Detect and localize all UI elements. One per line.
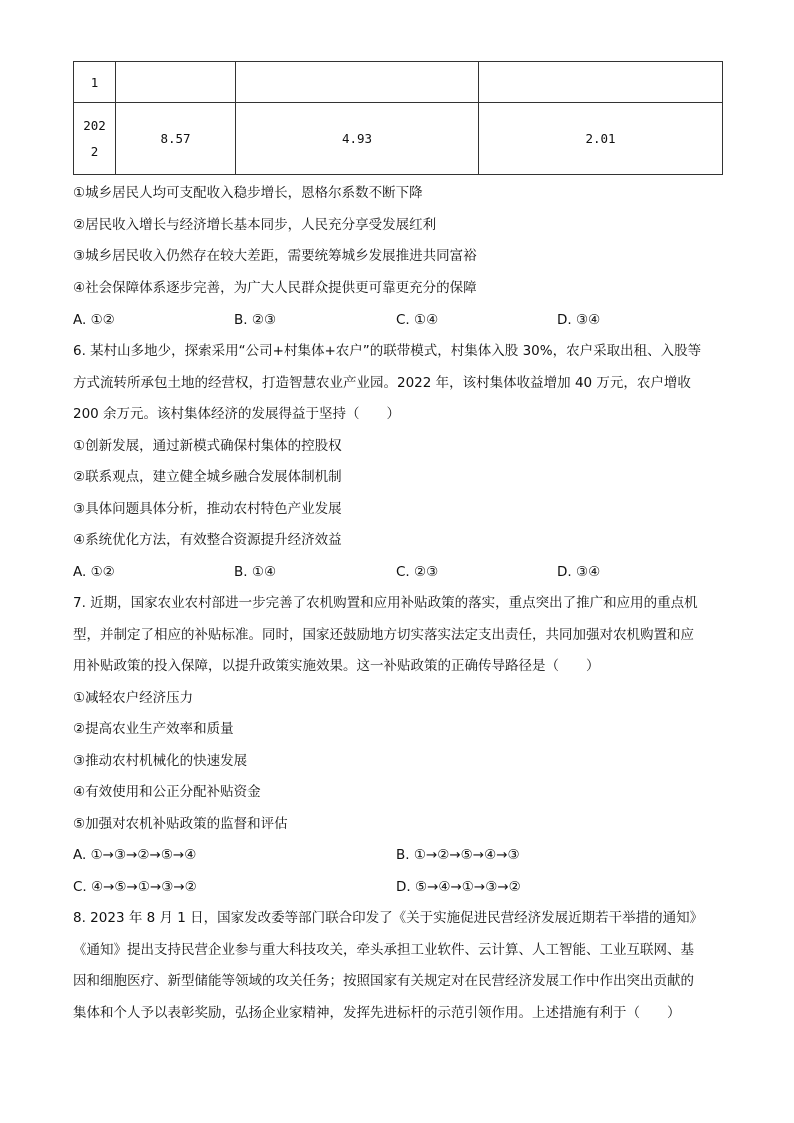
q6-statement-4: ④系统优化方法，有效整合资源提升经济效益: [73, 532, 342, 548]
q6-stem-line-1: 6. 某村山多地少，探索采用“公司+村集体+农户”的联带模式，村集体入股 30%，农户采取出租、入股等: [73, 343, 702, 359]
q7-statement-1: ①减轻农户经济压力: [73, 690, 194, 706]
q6-option-d: D. ③④: [557, 564, 601, 580]
q5-option-d: D. ③④: [557, 312, 601, 328]
q5-statement-2: ②居民收入增长与经济增长基本同步，人民充分享受发展红利: [73, 217, 437, 233]
q7-statement-2: ②提高农业生产效率和质量: [73, 721, 234, 737]
table-cell: [236, 62, 479, 103]
q8-stem-line-4: 集体和个人予以表彰奖励，弘扬企业家精神，发挥先进标杆的示范引领作用。上述措施有利于（ ）: [73, 1005, 681, 1021]
q8-stem-line-2: 《通知》提出支持民营企业参与重大科技攻关，牵头承担工业软件、云计算、人工智能、工业互联网、基: [73, 942, 694, 958]
table-cell: 8.57: [116, 103, 236, 175]
q7-stem-line-2: 型，并制定了相应的补贴标准。同时，国家还鼓励地方切实落实法定支出责任，共同加强对农机购置和应: [73, 627, 694, 643]
q5-option-a: A. ①②: [73, 312, 115, 328]
q7-statement-4: ④有效使用和公正分配补贴资金: [73, 784, 261, 800]
q7-option-a: A. ①→③→②→⑤→④: [73, 847, 197, 863]
table-cell: 4.93: [236, 103, 479, 175]
q5-option-c: C. ①④: [396, 312, 439, 328]
table-row: [74, 62, 723, 103]
year-part: 2: [90, 143, 99, 159]
year-part: 202: [83, 117, 106, 133]
q6-option-c: C. ②③: [396, 564, 439, 580]
table-cell-year: [74, 103, 116, 175]
q6-option-b: B. ①④: [234, 564, 277, 580]
table-cell: 2.01: [479, 103, 723, 175]
q7-option-d: D. ⑤→④→①→③→②: [396, 879, 521, 895]
q5-statement-3: ③城乡居民收入仍然存在较大差距，需要统筹城乡发展推进共同富裕: [73, 248, 477, 264]
q7-option-c: C. ④→⑤→①→③→②: [73, 879, 197, 895]
table-cell: [116, 62, 236, 103]
q7-statement-5: ⑤加强对农机补贴政策的监督和评估: [73, 816, 288, 832]
income-data-table: [73, 61, 723, 175]
q6-option-a: A. ①②: [73, 564, 115, 580]
q5-option-b: B. ②③: [234, 312, 277, 328]
q6-statement-3: ③具体问题具体分析，推动农村特色产业发展: [73, 501, 342, 517]
q5-statement-1: ①城乡居民人均可支配收入稳步增长，恩格尔系数不断下降: [73, 185, 423, 201]
q6-stem-line-2: 方式流转所承包土地的经营权，打造智慧农业产业园。2022 年，该村集体收益增加 40 万元，农户增收: [73, 375, 691, 391]
q5-statement-4: ④社会保障体系逐步完善，为广大人民群众提供更可靠更充分的保障: [73, 280, 477, 296]
q7-statement-3: ③推动农村机械化的快速发展: [73, 753, 248, 769]
q6-statement-1: ①创新发展，通过新模式确保村集体的控股权: [73, 438, 342, 454]
q7-option-b: B. ①→②→⑤→④→③: [396, 847, 520, 863]
q8-stem-line-1: 8. 2023 年 8 月 1 日，国家发改委等部门联合印发了《关于实施促进民营经济发展近期若干举措的通知》: [73, 910, 704, 926]
q6-statement-2: ②联系观点，建立健全城乡融合发展体制机制: [73, 469, 342, 485]
q6-stem-line-3: 200 余万元。该村集体经济的发展得益于坚持（ ）: [73, 406, 401, 422]
table-row: [74, 103, 723, 175]
table-cell: [479, 62, 723, 103]
q8-stem-line-3: 因和细胞医疗、新型储能等领域的攻关任务；按照国家有关规定对在民营经济发展工作中作出突出贡献的: [73, 973, 694, 989]
q7-stem-line-1: 7. 近期，国家农业农村部进一步完善了农机购置和应用补贴政策的落实，重点突出了推广和应用的重点机: [73, 595, 698, 611]
q7-stem-line-3: 用补贴政策的投入保障，以提升政策实施效果。这一补贴政策的正确传导路径是（ ）: [73, 658, 600, 674]
table-cell-year: 1: [74, 62, 116, 103]
